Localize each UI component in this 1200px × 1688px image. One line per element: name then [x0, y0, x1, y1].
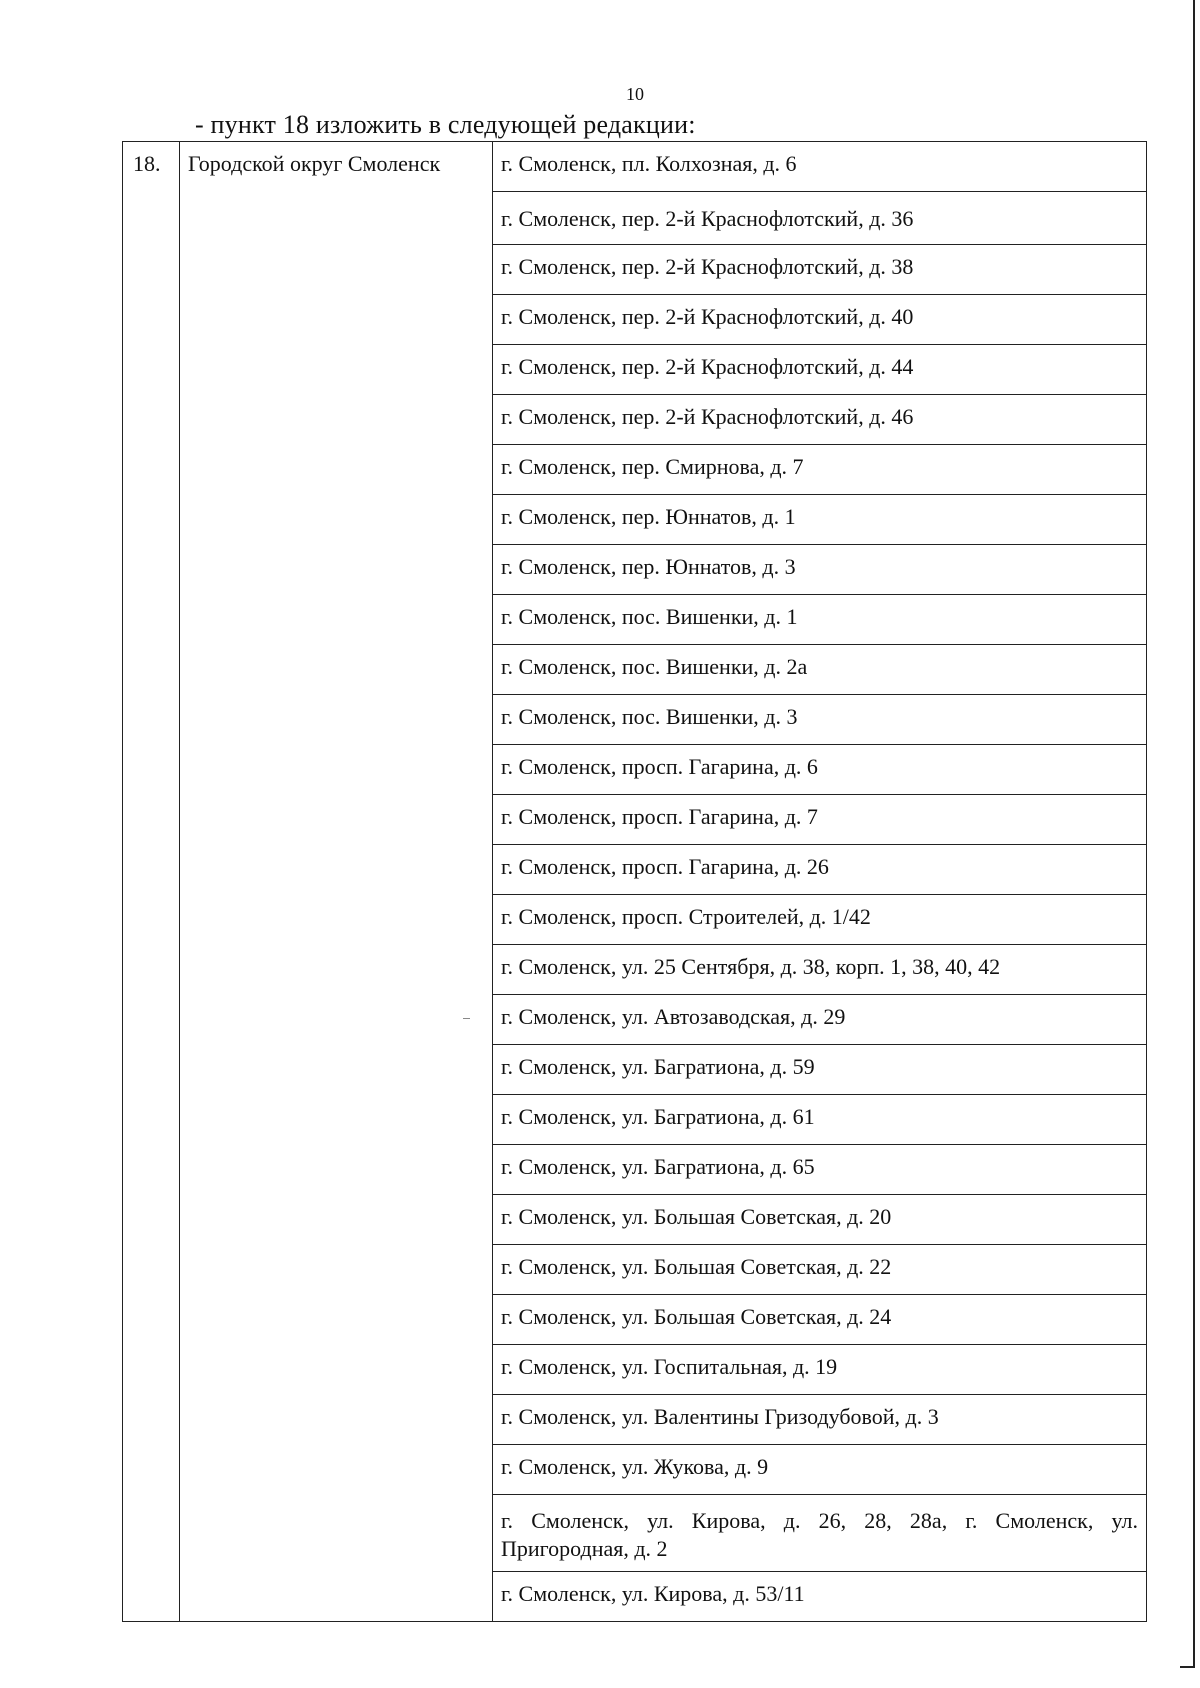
address-cell: г. Смоленск, ул. Большая Советская, д. 20 — [493, 1195, 1147, 1245]
address-cell: г. Смоленск, пер. Юннатов, д. 1 — [493, 495, 1147, 545]
page-edge-line — [1193, 0, 1195, 1668]
address-cell: г. Смоленск, пер. 2-й Краснофлотский, д. 36 — [493, 192, 1147, 245]
page-edge-foot — [1180, 1666, 1195, 1668]
address-cell: г. Смоленск, ул. Госпитальная, д. 19 — [493, 1345, 1147, 1395]
address-cell: г. Смоленск, просп. Строителей, д. 1/42 — [493, 895, 1147, 945]
scan-speck — [463, 1018, 470, 1019]
address-cell: г. Смоленск, пер. 2-й Краснофлотский, д. 38 — [493, 245, 1147, 295]
address-cell: г. Смоленск, ул. Кирова, д. 26, 28, 28а, г. Смоленск, ул. Пригородная, д. 2 — [493, 1495, 1147, 1572]
item-number: 18. — [123, 142, 180, 1622]
address-cell: г. Смоленск, ул. Багратиона, д. 65 — [493, 1145, 1147, 1195]
address-cell: г. Смоленск, пер. 2-й Краснофлотский, д. 46 — [493, 395, 1147, 445]
address-cell: г. Смоленск, просп. Гагарина, д. 6 — [493, 745, 1147, 795]
address-cell: г. Смоленск, ул. Большая Советская, д. 24 — [493, 1295, 1147, 1345]
address-cell: г. Смоленск, пос. Вишенки, д. 2а — [493, 645, 1147, 695]
address-cell: г. Смоленск, ул. Большая Советская, д. 22 — [493, 1245, 1147, 1295]
district-name: Городской округ Смоленск — [180, 142, 493, 1622]
address-cell: г. Смоленск, пер. Смирнова, д. 7 — [493, 445, 1147, 495]
address-cell: г. Смоленск, пер. 2-й Краснофлотский, д. 40 — [493, 295, 1147, 345]
address-table — [122, 141, 1147, 1622]
address-cell: г. Смоленск, ул. Жукова, д. 9 — [493, 1445, 1147, 1495]
address-cell: г. Смоленск, пер. 2-й Краснофлотский, д. 44 — [493, 345, 1147, 395]
address-cell: г. Смоленск, просп. Гагарина, д. 7 — [493, 795, 1147, 845]
page-number: 10 — [626, 84, 644, 104]
address-cell: г. Смоленск, просп. Гагарина, д. 26 — [493, 845, 1147, 895]
address-cell: г. Смоленск, ул. Автозаводская, д. 29 — [493, 995, 1147, 1045]
table-row — [123, 142, 1147, 192]
address-cell: г. Смоленск, ул. Багратиона, д. 61 — [493, 1095, 1147, 1145]
address-cell: г. Смоленск, ул. 25 Сентября, д. 38, корп. 1, 38, 40, 42 — [493, 945, 1147, 995]
address-cell: г. Смоленск, пос. Вишенки, д. 3 — [493, 695, 1147, 745]
address-cell: г. Смоленск, пер. Юннатов, д. 3 — [493, 545, 1147, 595]
address-cell: г. Смоленск, ул. Валентины Гризодубовой, д. 3 — [493, 1395, 1147, 1445]
address-cell: г. Смоленск, пос. Вишенки, д. 1 — [493, 595, 1147, 645]
address-cell: г. Смоленск, ул. Багратиона, д. 59 — [493, 1045, 1147, 1095]
amendment-intro: - пункт 18 изложить в следующей редакции: — [195, 110, 696, 139]
address-cell: г. Смоленск, ул. Кирова, д. 53/11 — [493, 1572, 1147, 1622]
address-cell: г. Смоленск, пл. Колхозная, д. 6 — [493, 142, 1147, 192]
